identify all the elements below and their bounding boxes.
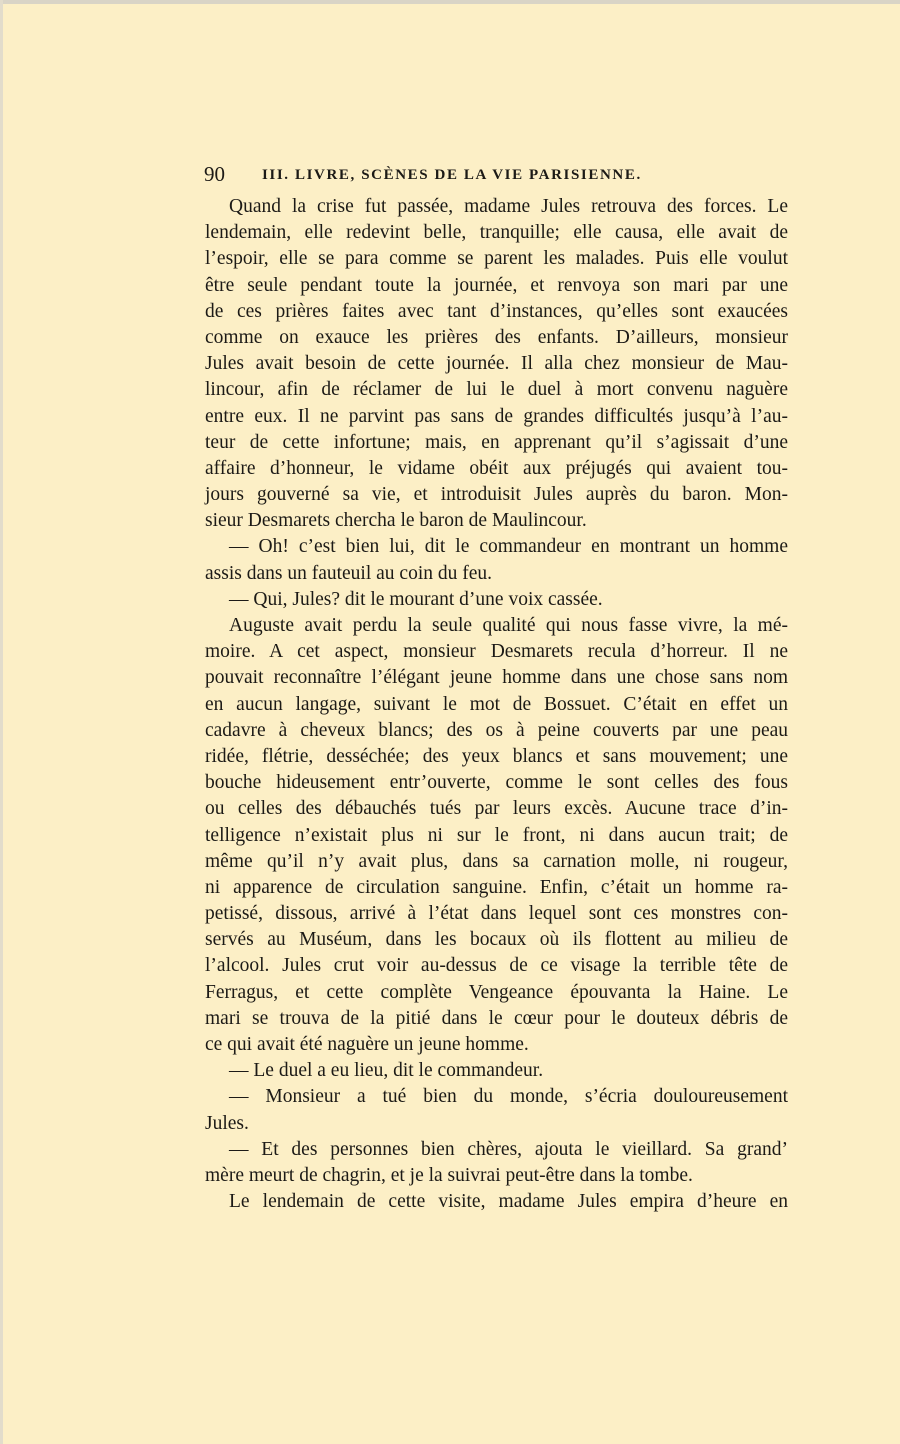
text-line: lincour, afin de réclamer de lui le duel à mort convenu naguère <box>205 379 788 401</box>
text-line: être seule pendant toute la journée, et renvoya son mari par une <box>205 274 788 296</box>
text-line: telligence n’existait plus ni sur le front, ni dans aucun trait; de <box>205 824 788 846</box>
text-line: entre eux. Il ne parvint pas sans de grandes difficultés jusqu’à l’au- <box>205 405 788 427</box>
text-line: Auguste avait perdu la seule qualité qui nous fasse vivre, la mé- <box>229 615 788 636</box>
text-line: même qu’il n’y avait plus, dans sa carnation molle, ni rougeur, <box>205 850 788 872</box>
text-line: l’espoir, elle se para comme se parent les malades. Puis elle voulut <box>205 248 788 270</box>
text-line: mari se trouva de la pitié dans le cœur pour le douteux débris de <box>205 1007 788 1029</box>
text-line: — Et des personnes bien chères, ajouta le vieillard. Sa grand’ <box>229 1138 788 1160</box>
text-line: Le lendemain de cette visite, madame Jules empira d’heure en <box>229 1191 788 1213</box>
text-line: bouche hideusement entr’ouverte, comme le sont celles des fous <box>205 772 788 794</box>
text-line: ou celles des débauchés tués par leurs excès. Aucune trace d’in- <box>205 798 788 820</box>
text-line: ce qui avait été naguère un jeune homme. <box>205 1034 529 1055</box>
text-line: cadavre à cheveux blancs; des os à peine couverts par une peau <box>205 719 788 741</box>
book-page <box>0 4 900 1444</box>
text-line: en aucun langage, suivant le mot de Bossuet. C’était en effet un <box>205 693 788 715</box>
body-text <box>205 194 788 1215</box>
text-line: — Oh! c’est bien lui, dit le commandeur en montrant un homme <box>229 536 788 558</box>
text-line: teur de cette infortune; mais, en apprenant qu’il s’agissait d’une <box>205 431 788 453</box>
text-line: — Monsieur a tué bien du monde, s’écria douloureusement <box>229 1086 788 1108</box>
running-title: III. LIVRE, SCÈNES DE LA VIE PARISIENNE. <box>262 167 642 183</box>
text-line: — Qui, Jules? dit le mourant d’une voix cassée. <box>229 588 603 610</box>
text-line: moire. A cet aspect, monsieur Desmarets recula d’horreur. Il ne <box>205 641 788 663</box>
text-line: Jules. <box>205 1112 249 1134</box>
text-line: assis dans un fauteuil au coin du feu. <box>205 562 493 584</box>
text-line: lendemain, elle redevint belle, tranquille; elle causa, elle avait de <box>205 222 788 244</box>
text-line: Jules avait besoin de cette journée. Il alla chez monsieur de Mau- <box>205 353 788 375</box>
text-line: pouvait reconnaître l’élégant jeune homme dans une chose sans nom <box>205 667 788 689</box>
text-line: sieur Desmarets chercha le baron de Maulincour. <box>205 510 587 532</box>
text-line: servés au Muséum, dans les bocaux où ils flottent au milieu de <box>205 929 788 951</box>
text-line: affaire d’honneur, le vidame obéit aux préjugés qui avaient tou- <box>205 457 788 479</box>
scan-left-edge <box>0 0 3 1444</box>
page-number: 90 <box>204 162 225 186</box>
text-line: ridée, flétrie, desséchée; des yeux blancs et sans mouvement; une <box>205 745 788 767</box>
text-line: petissé, dissous, arrivé à l’état dans lequel sont ces monstres con- <box>205 903 788 925</box>
text-line: ni apparence de circulation sanguine. Enfin, c’était un homme ra- <box>205 876 788 898</box>
text-line: Ferragus, et cette complète Vengeance épouvanta la Haine. Le <box>205 981 788 1003</box>
text-line: jours gouverné sa vie, et introduisit Jules auprès du baron. Mon- <box>205 484 788 506</box>
text-line: — Le duel a eu lieu, dit le commandeur. <box>229 1060 544 1082</box>
text-line: l’alcool. Jules crut voir au-dessus de ce visage la terrible tête de <box>205 955 788 977</box>
running-head <box>204 161 794 187</box>
text-line: comme on exauce les prières des enfants. D’ailleurs, monsieur <box>205 326 788 348</box>
text-line: Quand la crise fut passée, madame Jules retrouva des forces. Le <box>229 196 788 217</box>
text-line: mère meurt de chagrin, et je la suivrai peut-être dans la tombe. <box>205 1164 693 1186</box>
text-line: de ces prières faites avec tant d’instances, qu’elles sont exaucées <box>205 300 788 322</box>
